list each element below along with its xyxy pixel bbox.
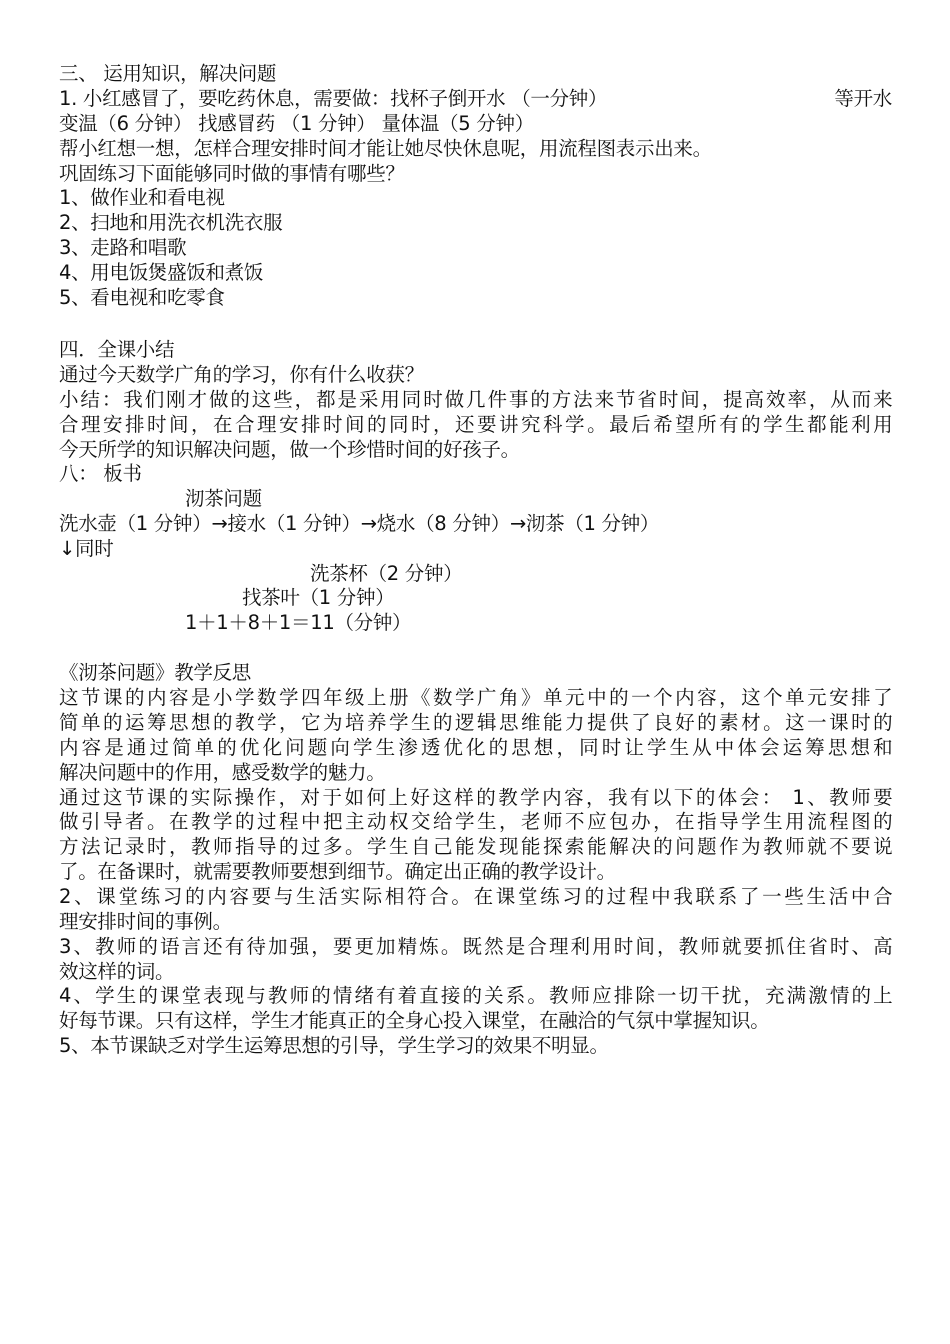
summary-line: 今天所学的知识解决问题，做一个珍惜时间的好孩子。 — [59, 438, 520, 461]
practice-item: 1、做作业和看电视 — [59, 186, 225, 209]
reflection-point1-line: 了。在备课时，就需要教师要想到细节。确定出正确的教学设计。 — [59, 860, 616, 883]
reflection-point3-line: 3、教师的语言还有待加强，要更加精炼。既然是合理利用时间，教师就要抓住省时、高 — [59, 935, 892, 958]
reflection-point4-line: 4、学生的课堂表现与教师的情绪有着直接的关系。教师应排除一切干扰，充满激情的上 — [59, 984, 892, 1007]
section4-heading: 四．全课小结 — [59, 338, 175, 361]
board-simultaneous: ↓同时 — [59, 537, 114, 560]
reflection-intro-line: 解决问题中的作用，感受数学的魅力。 — [59, 761, 386, 784]
practice-item: 5、看电视和吃零食 — [59, 286, 225, 309]
reflection-point2-line: 2、课堂练习的内容要与生活实际相符合。在课堂练习的过程中我联系了一些生活中合 — [59, 885, 892, 908]
reflection-point1-line: 方法记录时，教师指导的过多。学生自己能发现能探索能解决的问题作为教师就不要说 — [59, 835, 892, 858]
summary-line: 小结：我们刚才做的这些，都是采用同时做几件事的方法来节省时间，提高效率，从而来 — [59, 388, 892, 411]
reflection-intro-line: 内容是通过简单的优化问题向学生渗透优化的思想，同时让学生从中体会运筹思想和 — [59, 736, 892, 759]
reflection-point2-line: 理安排时间的事例。 — [59, 910, 232, 933]
problem1-line1-left: 1. 小红感冒了，要吃药休息，需要做：找杯子倒开水 （一分钟） — [59, 87, 608, 110]
reflection-point1-line: 通过这节课的实际操作，对于如何上好这样的教学内容，我有以下的体会： 1、教师要 — [59, 786, 892, 809]
problem1-line1 — [59, 87, 892, 111]
reflection-intro-line: 简单的运筹思想的教学，它为培养学生的逻辑思维能力提供了良好的素材。这一课时的 — [59, 711, 892, 734]
reflection-title: 《沏茶问题》教学反思 — [59, 661, 252, 684]
problem1-line2: 变温（6 分钟） 找感冒药 （1 分钟） 量体温（5 分钟） — [59, 112, 534, 135]
board-leaves: 找茶叶（1 分钟） — [242, 586, 395, 609]
board-heading: 八： 板书 — [59, 462, 142, 485]
summary-line: 合理安排时间，在合理安排时间的同时，还要讲究科学。最后希望所有的学生都能利用 — [59, 413, 892, 436]
board-title: 沏茶问题 — [185, 487, 262, 510]
board-flow: 洗水壶（1 分钟）→接水（1 分钟）→烧水（8 分钟）→沏茶（1 分钟） — [59, 512, 660, 535]
problem1-line1-right: 等开水 — [834, 87, 892, 110]
board-formula: 1＋1＋8＋1＝11（分钟） — [185, 611, 412, 634]
practice-item: 3、走路和唱歌 — [59, 236, 187, 259]
problem1-line3: 帮小红想一想，怎样合理安排时间才能让她尽快休息呢，用流程图表示出来。 — [59, 137, 712, 160]
reflection-point1-line: 做引导者。在教学的过程中把主动权交给学生，老师不应包办，在指导学生用流程图的 — [59, 810, 892, 833]
practice-item: 2、扫地和用洗衣机洗衣服 — [59, 211, 283, 234]
reflection-intro-line: 这节课的内容是小学数学四年级上册《数学广角》单元中的一个内容，这个单元安排了 — [59, 686, 892, 709]
practice-title: 巩固练习下面能够同时做的事情有哪些？ — [59, 162, 405, 185]
reflection-point4-line: 好每节课。只有这样，学生才能真正的全身心投入课堂，在融洽的气氛中掌握知识。 — [59, 1009, 770, 1032]
reflection-point3-line: 效这样的词。 — [59, 960, 175, 983]
practice-item: 4、用电饭煲盛饭和煮饭 — [59, 261, 264, 284]
section3-heading: 三、 运用知识，解决问题 — [59, 62, 277, 85]
board-cups: 洗茶杯（2 分钟） — [310, 562, 463, 585]
section4-question: 通过今天数学广角的学习，你有什么收获？ — [59, 363, 424, 386]
reflection-point5: 5、本节课缺乏对学生运筹思想的引导，学生学习的效果不明显。 — [59, 1034, 609, 1057]
